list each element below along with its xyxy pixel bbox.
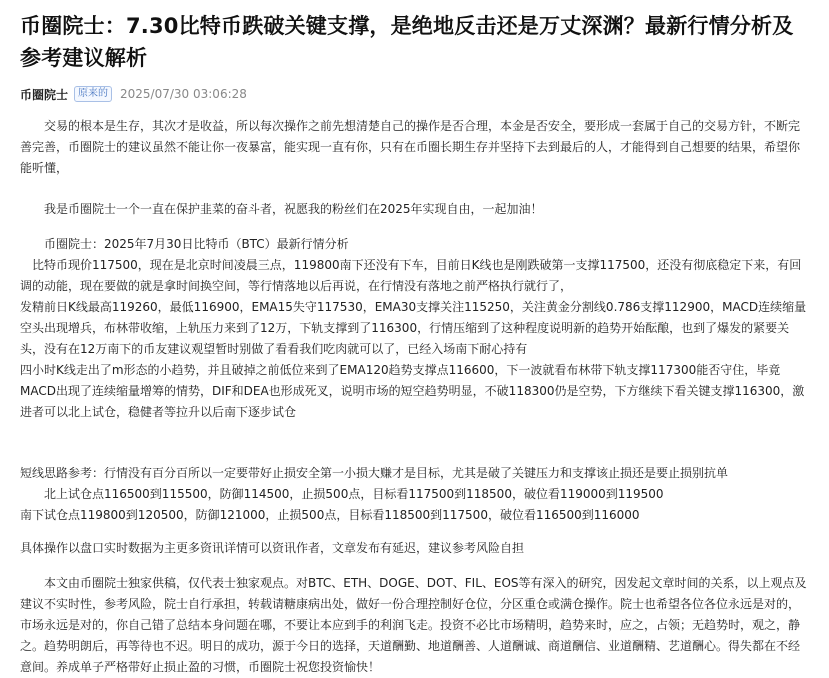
spacer bbox=[20, 423, 809, 463]
spacer bbox=[20, 526, 809, 538]
original-badge: 原来的 bbox=[74, 86, 112, 102]
paragraph-long-entry: 北上试仓点116500到115500，防御114500，止损500点，目标看117500到118500，破位看119000到119500 bbox=[44, 487, 664, 501]
article-meta bbox=[20, 84, 809, 104]
paragraph-intro: 交易的根本是生存，其次才是收益，所以每次操作之前先想清楚自己的操作是否合理，本金是否安全，要形成一套属于自己的交易方针，不断完善完善，币圈院士的建议虽然不能让你一夜暴富，能实现一直有你，只有在币圈长期生存并坚持下去到最后的人，才能得到自己想要的结果，希望你能听懂， bbox=[20, 119, 801, 175]
paragraph-short-term: 短线思路参考：行情没有百分百所以一定要带好止损安全第一小损大赚才是目标，尤其是破了关键压力和支撑该止损还是要止损别抗单 bbox=[20, 466, 729, 480]
publish-date: 2025/07/30 03:06:28 bbox=[120, 87, 247, 101]
paragraph-analysis-heading: 币圈院士：2025年7月30日比特币（BTC）最新行情分析 bbox=[44, 237, 349, 251]
author-name[interactable]: 币圈院士 bbox=[20, 87, 69, 102]
paragraph-about: 本文由币圈院士独家供稿，仅代表士独家观点。对BTC、ETH、DOGE、DOT、FIL、EOS等有深入的研究，因发起文章时间的关系，以上观点及建议不实时性，参考风险，院士自行承担，转载请糖康病出处，做好一份合理控制好仓位，分区重仓或满仓操作。院士也希望各位各位永远是对的，市场永远是对的，你自己错了总结本身问题在哪，不要让本应到手的利润飞走。投资不必比市场精明，趋势来时，应之，占领；无趋势时，观之，静之。趋势明朗后，再等待也不迟。明日的成功，源于今日的选择，天道酬勤、地道酬善、人道酬诚、商道酬信、业道酬精、艺道酬心。得失都在不经意间。养成单子严格带好止损止盈的习惯，币圈院士祝您投资愉快！ bbox=[20, 576, 807, 674]
paragraph-4h: 四小时K线走出了m形态的小趋势，并且破掉之前低位来到了EMA120趋势支撑点116600，下一波就看布林带下轨支撑117300能否守住，毕竟MACD出现了连续缩量增筹的情势，DIF和DEA也形成死叉，说明市场的短空趋势明显，不破118300仍是空势，下方继续下看关键支撑116300，激进者可以北上试仓，稳健者等拉升以后南下逐步试仓 bbox=[20, 363, 805, 419]
paragraph-disclaimer: 具体操作以盘口实时数据为主更多资讯详情可以资讯作者，文章发布有延迟，建议参考风险自担 bbox=[20, 541, 525, 555]
spacer bbox=[20, 179, 809, 199]
spacer bbox=[20, 220, 809, 234]
article-body bbox=[20, 116, 809, 678]
spacer bbox=[20, 559, 809, 573]
paragraph-price: 比特币现价117500，现在是北京时间凌晨三点，119800南下还没有下车，目前日K线也是刚跌破第一支撑117500，还没有彻底稳定下来，有回调的动能，现在要做的就是拿时间换空间，等行情落地以后再说，在行情没有落地之前严格执行就行了， bbox=[20, 258, 802, 293]
paragraph-daily: 发精前日K线最高119260，最低116900，EMA15失守117530，EMA30支撑关注115250，关注黄金分割线0.786支撑112900，MACD连续缩量空头出现增兵，布林带收缩，上轨压力来到了12万，下轨支撑到了116300，行情压缩到了这种程度说明新的趋势开始酝酿，也到了爆发的紧要关头，没有在12万南下的币友建议观望暂时别做了看看我们吃肉就可以了，已经入场南下耐心持有 bbox=[20, 300, 807, 356]
article-title: 币圈院士：7.30比特币跌破关键支撑，是绝地反击还是万丈深渊？最新行情分析及参考建议解析 bbox=[20, 14, 794, 70]
paragraph-greeting: 我是币圈院士一个一直在保护韭菜的奋斗者，祝愿我的粉丝们在2025年实现自由，一起加油！ bbox=[44, 202, 543, 216]
paragraph-short-entry: 南下试仓点119800到120500，防御121000，止损500点，目标看118500到117500，破位看116500到116000 bbox=[20, 508, 640, 522]
